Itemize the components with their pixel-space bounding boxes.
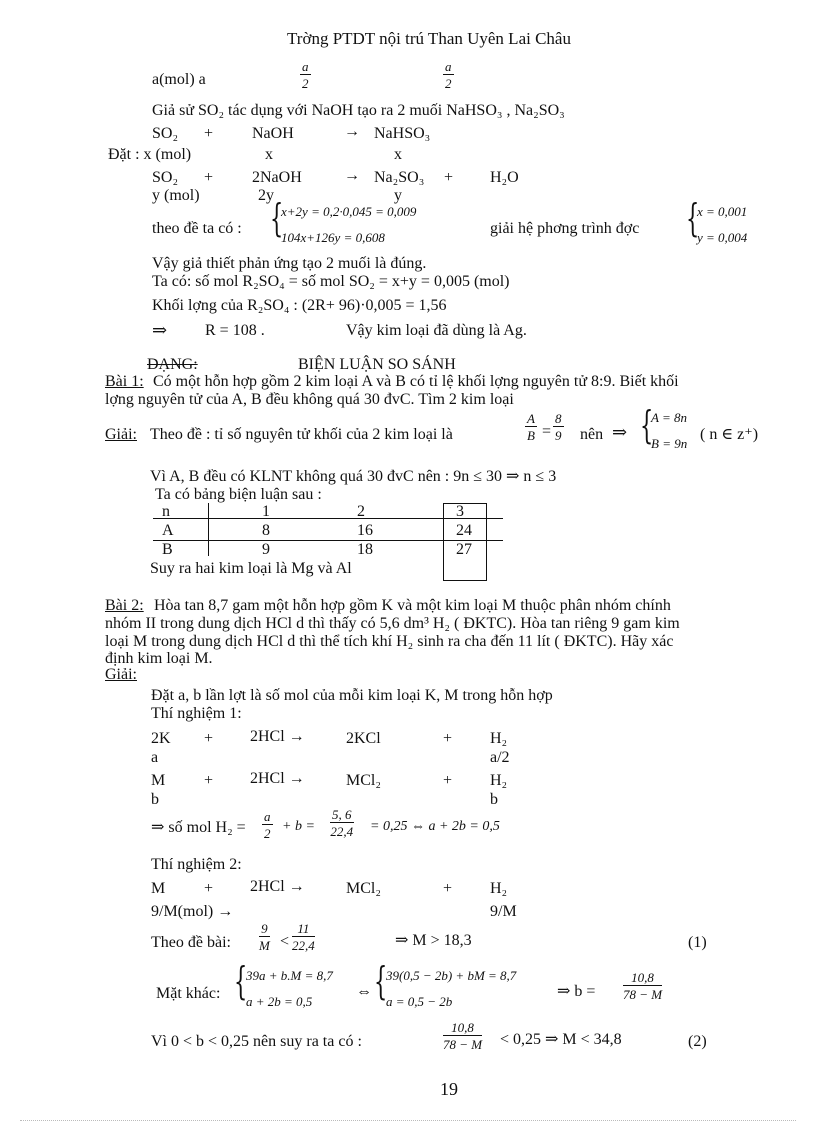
mol-r2so4: Ta có: số mol R₂SO₄ = số mol SO₂ = x+y = 0,005 (mol) (152, 273, 510, 290)
bai2-text-line2: nhóm II trong dung dịch HCl d thì thấy có 5,6 dm³ H₂ ( ĐKTC). Hòa tan riêng 9 gam kim (105, 615, 680, 632)
implies-arrow: ⇒ (152, 320, 168, 340)
e1-a: a (151, 749, 159, 766)
bai1-label: Bài 1: (105, 373, 144, 390)
mk-eq3: 39(0,5 − 2b) + bM = 8,7 (386, 968, 517, 983)
section-label: DẠNG: (147, 356, 198, 373)
somol-end: = 0,25 ⇔ a + 2b = 0,5 (370, 819, 500, 834)
page-number: 19 (440, 1079, 458, 1099)
brace-mk2: { (374, 959, 388, 1003)
n-condition: ( n ∈ z⁺) (700, 426, 759, 443)
tag-1: (1) (688, 934, 707, 951)
bai2-solution-label: Giải: (105, 666, 137, 683)
page-header: Trờng PTDT nội trú Than Uyên Lai Châu (287, 29, 571, 48)
conclusion-two-salts: Vậy giả thiết phản ứng tạo 2 muối là đúng. (152, 255, 427, 272)
e1-plus: + (204, 730, 214, 747)
somol-mid: + b = (282, 819, 315, 834)
system-eq-1: x+2y = 0,2·0,045 = 0,009 (281, 204, 417, 219)
eq1-nahso3: NaHSO₃ (374, 125, 431, 142)
x-nahso3: x (394, 146, 402, 163)
e1-kcl: 2KCl (346, 730, 381, 747)
e1-plus2: + (443, 730, 453, 747)
e1-2k: 2K (151, 730, 171, 747)
r-108: R = 108 . (205, 322, 265, 339)
eq2-na2so3: Na₂SO₃ (374, 169, 425, 186)
solution-x: x = 0,001 (697, 204, 748, 219)
bai1-conclusion: Suy ra hai kim loại là Mg và Al (150, 560, 352, 577)
table-cell: 8 (262, 522, 270, 539)
y-y: y (394, 187, 402, 204)
e1-a-half: a/2 (490, 749, 510, 766)
mass-r2so4: Khối lợng của R₂SO₄ : (2R+ 96)·0,005 = 1,56 (152, 297, 447, 314)
b-equals-9n: B = 9n (651, 436, 688, 451)
fraction-a-half-1: $\frac{a}{2}$ (302, 59, 309, 91)
table-caption: Ta có bảng biện luận sau : (155, 486, 322, 503)
b-equals: ⇒ b = (557, 983, 596, 1000)
y-mol: y (mol) (152, 187, 200, 204)
system-eq-2: 104x+126y = 0,608 (281, 230, 385, 245)
e2-mcl2: MCl₂ (346, 772, 381, 789)
table-head-b: B (162, 541, 173, 558)
bai2-label: Bài 2: (105, 597, 144, 614)
frac-b: $\frac{10,8}{78 - M}$ (623, 970, 663, 1002)
e1-h2: H₂ (490, 730, 508, 747)
m-gt-18: ⇒ M > 18,3 (395, 932, 472, 949)
table-cell: 9 (262, 541, 270, 558)
page-footer-line (20, 1120, 796, 1121)
eq2-arrow: → (344, 167, 360, 184)
table-head-n: n (162, 503, 170, 520)
assumption-text: Giả sử SO₂ tác dụng với NaOH tạo ra 2 muối NaHSO₃ , Na₂SO₃ (152, 102, 565, 119)
table-head-a: A (162, 522, 174, 539)
experiment-2: Thí nghiệm 2: (151, 856, 242, 873)
e3-m: M (151, 880, 166, 897)
a-equals-8n: A = 8n (651, 410, 687, 425)
tag-2: (2) (688, 1033, 707, 1050)
mk-eq2: a + 2b = 0,5 (246, 994, 313, 1009)
eq2-so2: SO₂ (152, 169, 179, 186)
theo-de-bai: Theo đề bài: (151, 934, 231, 951)
frac-9-m: $\frac{9}{M}$ (259, 921, 270, 953)
eq2-h2o: H₂O (490, 169, 519, 186)
x-naoh: x (265, 146, 273, 163)
table-cell: 3 (456, 503, 464, 520)
bai2-define: Đặt a, b lần lợt là số mol của mỗi kim loại K, M trong hỗn hợp (151, 687, 553, 704)
eq2-plus: + (204, 169, 214, 186)
e2-m: M (151, 772, 166, 789)
bai2-bound-text: Vì 0 < b < 0,25 nên suy ra ta có : (151, 1033, 362, 1050)
brace-solution: { (686, 196, 700, 240)
e1-hcl: 2HCl → (250, 728, 305, 745)
eq1-so2: SO₂ (152, 125, 179, 142)
eq2-plus2: + (444, 169, 454, 186)
y-2y: 2y (258, 187, 274, 204)
table-cell: 27 (456, 541, 472, 558)
e3-plus: + (204, 880, 214, 897)
frac-a-2: $\frac{a}{2}$ (264, 809, 271, 841)
e2-plus: + (204, 772, 214, 789)
bai1-ratio-text: Theo đề : tỉ số nguyên tử khối của 2 kim loại là (150, 426, 453, 443)
table-cell: 1 (262, 503, 270, 520)
brace-system-1: { (270, 196, 284, 240)
e3-hcl: 2HCl → (250, 878, 305, 895)
less-than: < (280, 933, 290, 950)
theo-de: theo đề ta có : (152, 220, 242, 237)
mk-eq1: 39a + b.M = 8,7 (246, 968, 333, 983)
frac-11-22: $\frac{11}{22,4}$ (292, 921, 315, 953)
bai2-text-line1: Hòa tan 8,7 gam một hỗn hợp gồm K và một kim loại M thuộc phân nhóm chính (154, 597, 671, 614)
fraction-a-half-2: $\frac{a}{2}$ (445, 59, 452, 91)
brace-mk1: { (234, 959, 248, 1003)
bai2-text-line3: loại M trong dung dịch HCl d thì thể tích khí H₂ sinh ra cha đến 11 lít ( ĐKTC). Hãy xác (105, 633, 674, 650)
table-cell: 24 (456, 522, 472, 539)
e3-9m: 9/M(mol) → (151, 903, 234, 920)
eq1-arrow: → (344, 123, 360, 140)
table-cell: 2 (357, 503, 365, 520)
mk-eq4: a = 0,5 − 2b (386, 994, 453, 1009)
frac-5-6: $\frac{5, 6}{22,4}$ (330, 807, 354, 839)
e2-b: b (151, 791, 159, 808)
eq2-naoh: 2NaOH (252, 169, 302, 186)
e3-mcl2: MCl₂ (346, 880, 381, 897)
bai1-bound: Vì A, B đều có KLNT không quá 30 đvC nên : 9n ≤ 30 ⇒ n ≤ 3 (150, 468, 557, 485)
e2-plus2: + (443, 772, 453, 789)
giai-he-text: giải hệ phơng trình đợc (490, 220, 640, 237)
bai1-solution-label: Giải: (105, 426, 137, 443)
e3-h2: H₂ (490, 880, 508, 897)
table-cell: 16 (357, 522, 373, 539)
ratio-equals: = (542, 423, 552, 440)
m-lt-34: < 0,25 ⇒ M < 34,8 (500, 1031, 622, 1048)
e2-b2: b (490, 791, 498, 808)
e2-h2: H₂ (490, 772, 508, 789)
frac-bound: $\frac{10,8}{78 - M}$ (443, 1020, 483, 1052)
solution-y: y = 0,004 (697, 230, 748, 245)
e3-9m-2: 9/M (490, 903, 517, 920)
bai2-text-line4: định kim loại M. (105, 650, 213, 667)
mol-a: a(mol) a (152, 71, 206, 88)
eq1-naoh: NaOH (252, 125, 294, 142)
conclusion-ag: Vậy kim loại đã dùng là Ag. (346, 322, 527, 339)
nen-text: nên (580, 426, 604, 443)
equivalent: ⇔ (356, 983, 372, 1000)
fraction-a-over-b: $\frac{A}{B}$ (527, 411, 535, 443)
e3-plus2: + (443, 880, 453, 897)
bai1-text-line2: lợng nguyên tử của A, B đều không quá 30 đvC. Tìm 2 kim loại (105, 391, 514, 408)
eq1-plus: + (204, 125, 214, 142)
experiment-1: Thí nghiệm 1: (151, 705, 242, 722)
brace-ab: { (640, 403, 654, 447)
section-title: BIỆN LUẬN SO SÁNH (298, 356, 456, 373)
table-cell: 18 (357, 541, 373, 558)
fraction-8-over-9: $\frac{8}{9}$ (555, 411, 562, 443)
implies-arrow-2: ⇒ (612, 422, 628, 442)
e2-hcl: 2HCl → (250, 770, 305, 787)
mat-khac: Mặt khác: (156, 985, 221, 1002)
bai1-text-line1: Có một hỗn hợp gồm 2 kim loại A và B có tỉ lệ khối lợng nguyên tử 8:9. Biết khối (153, 373, 679, 390)
somol-h2: ⇒ số mol H₂ = (151, 819, 246, 836)
dat-x: Đặt : x (mol) (108, 146, 192, 163)
